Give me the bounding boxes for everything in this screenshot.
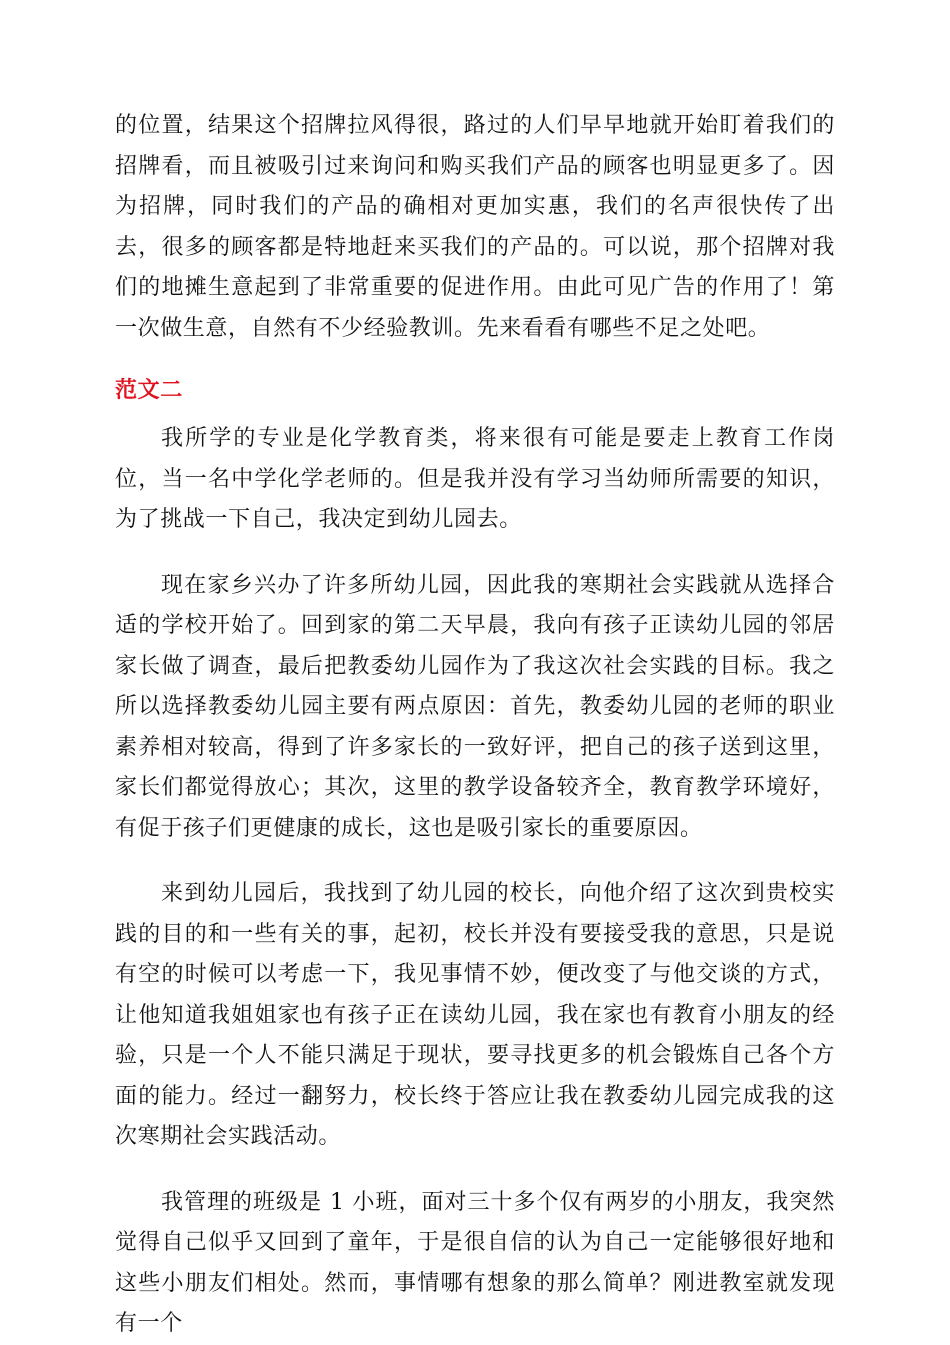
body-paragraph: 我所学的专业是化学教育类，将来很有可能是要走上教育工作岗位，当一名中学化学老师的。但是我并没有学习当幼师所需要的知识，为了挑战一下自己，我决定到幼儿园去。 — [115, 426, 835, 532]
body-paragraph: 现在家乡兴办了许多所幼儿园，因此我的寒期社会实践就从选择合适的学校开始了。回到家的第二天早晨，我向有孩子正读幼儿园的邻居家长做了调查，最后把教委幼儿园作为了我这次社会实践的目标。我之所以选择教委幼儿园主要有两点原因：首先，教委幼儿园的老师的职业素养相对较高，得到了许多家长的一致好评，把自己的孩子送到这里，家长们都觉得放心；其次，这里的教学设备较齐全，教育教学环境好，有促于孩子们更健康的成长，这也是吸引家长的重要原因。 — [115, 572, 835, 841]
section-heading: 范文二 — [115, 378, 183, 403]
body-paragraph: 来到幼儿园后，我找到了幼儿园的校长，向他介绍了这次到贵校实践的目的和一些有关的事，起初，校长并没有要接受我的意思，只是说有空的时候可以考虑一下，我见事情不妙，便改变了与他交谈的方式，让他知道我姐姐家也有孩子正在读幼儿园，我在家也有教育小朋友的经验，只是一个人不能只满足于现状，要寻找更多的机会锻炼自己各个方面的能力。经过一翻努力，校长终于答应让我在教委幼儿园完成我的这次寒期社会实践活动。 — [115, 881, 835, 1149]
intro-paragraph: 的位置，结果这个招牌拉风得很，路过的人们早早地就开始盯着我们的招牌看，而且被吸引过来询问和购买我们产品的顾客也明显更多了。因为招牌，同时我们的产品的确相对更加实惠，我们的名声很快传了出去，很多的顾客都是特地赶来买我们的产品的。可以说，那个招牌对我们的地摊生意起到了非常重要的促进作用。由此可见广告的作用了！第一次做生意，自然有不少经验教训。先来看看有哪些不足之处吧。 — [115, 113, 835, 341]
document-page — [115, 106, 835, 1345]
body-paragraph: 我管理的班级是 1 小班，面对三十多个仅有两岁的小朋友，我突然觉得自己似乎又回到了童年，于是很自信的认为自己一定能够很好地和这些小朋友们相处。然而，事情哪有想象的那么简单？刚进教室就发现有一个 — [115, 1189, 835, 1336]
